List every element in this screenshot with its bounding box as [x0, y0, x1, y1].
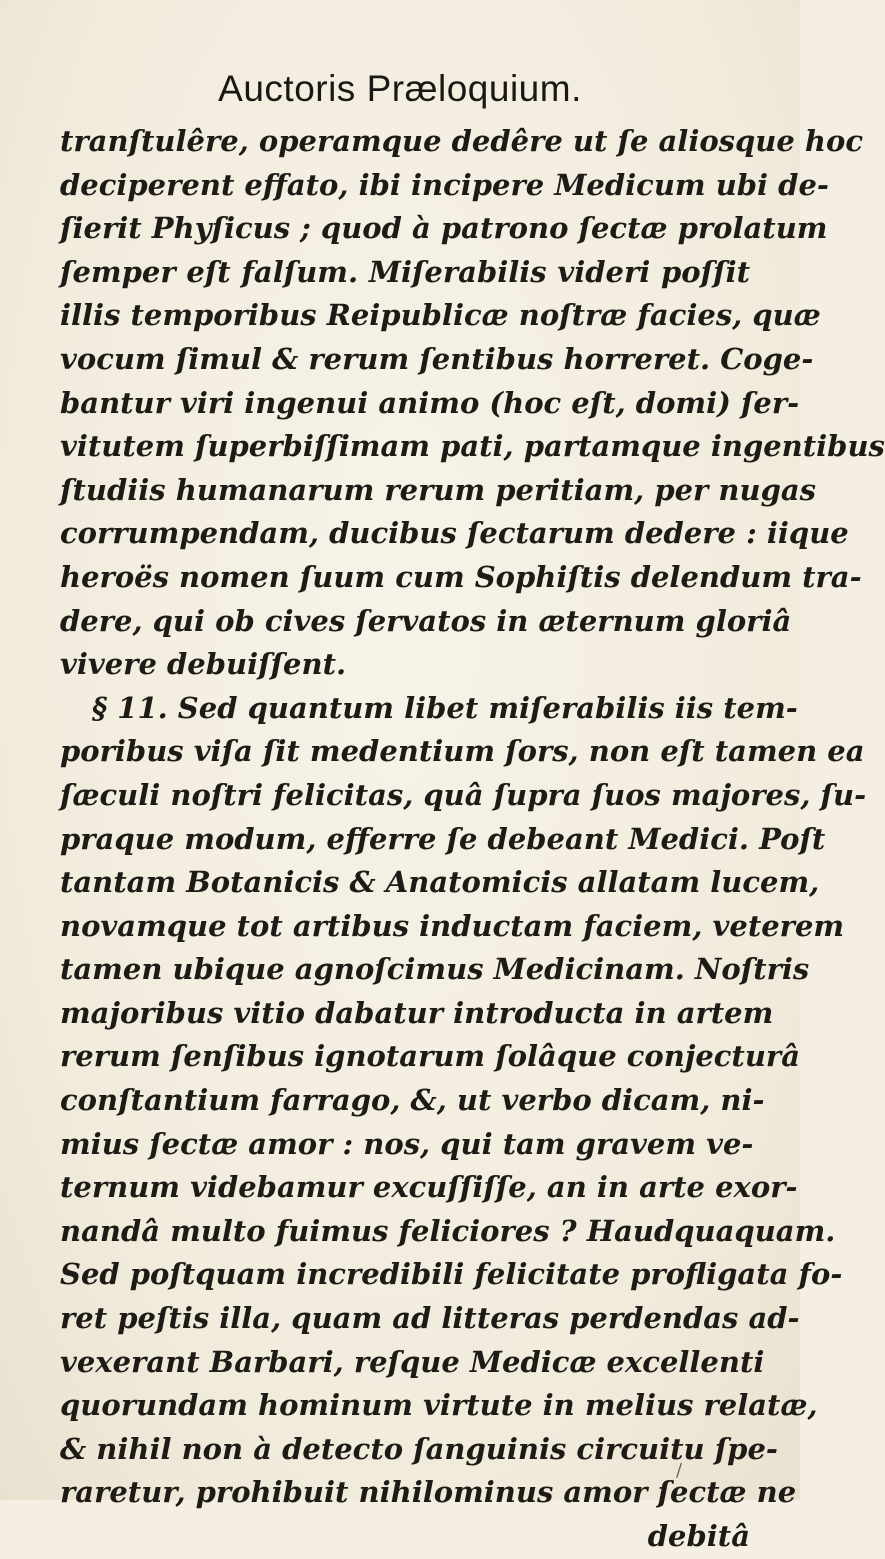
text-line: tantam Botanicis & Anatomicis allatam lucem,: [60, 865, 820, 900]
text-line: ret peſtis illa, quam ad litteras perdendas ad-: [60, 1301, 800, 1336]
text-line: heroës nomen ſuum cum Sophiſtis delendum tra-: [60, 559, 862, 594]
text-line: ternum videbamur excuſſiſſe, an in arte exor-: [60, 1170, 798, 1205]
text-line: tamen ubique agnoſcimus Medicinam. Noſtris: [60, 952, 810, 987]
text-line: poribus viſa ſit medentium ſors, non eſt tamen ea: [60, 734, 865, 769]
text-line: ſierit Phyſicus ; quod à patrono ſectæ prolatum: [60, 211, 828, 246]
text-line: majoribus vitio dabatur introducta in artem: [60, 995, 774, 1030]
section-start-line: § 11. Sed quantum libet miſerabilis iis tem-: [92, 690, 798, 725]
paragraph-end-line: vivere debuiſſent.: [60, 647, 347, 682]
text-line: & nihil non à detecto ſanguinis circuitu ſpe-: [60, 1431, 778, 1466]
text-line: deciperent effato, ibi incipere Medicum ubi de-: [60, 167, 829, 202]
text-line: ſemper eſt falſum. Miſerabilis videri poſſit: [60, 254, 750, 289]
text-line: vitutem ſuperbiſſimam pati, partamque ingentibus: [60, 429, 885, 464]
text-line: dere, qui ob cives ſervatos in æternum gloriâ: [60, 603, 792, 638]
body-text: [60, 120, 885, 1559]
text-line: rerum ſenſibus ignotarum ſolâque conjecturâ: [60, 1039, 800, 1074]
text-line: bantur viri ingenui animo (hoc eſt, domi) ſer-: [60, 385, 800, 420]
text-line: ſæculi noſtri felicitas, quâ ſupra ſuos majores, ſu-: [60, 777, 867, 812]
text-line: quorundam hominum virtute in melius relatæ,: [60, 1388, 818, 1423]
text-line: raretur, prohibuit nihilominus amor ſectæ ne: [60, 1475, 797, 1510]
text-line: vocum ſimul & rerum ſentibus horreret. Coge-: [60, 341, 814, 376]
text-line: conſtantium farrago, &, ut verbo dicam, ni-: [60, 1083, 765, 1118]
text-line: corrumpendam, ducibus ſectarum dedere : iique: [60, 516, 849, 551]
running-head: Auctoris Præloquium.: [218, 68, 582, 109]
text-line: praque modum, efferre ſe debeant Medici. Poſt: [60, 821, 826, 856]
text-line: vexerant Barbari, reſque Medicæ excellenti: [60, 1344, 765, 1379]
text-line: Sed poſtquam incredibili felicitate profligata fo-: [60, 1257, 843, 1292]
text-line: nandâ multo fuimus feliciores ? Haudquaquam.: [60, 1213, 836, 1248]
catchword: debitâ: [647, 1519, 750, 1553]
text-line: mius ſectæ amor : nos, qui tam gravem ve-: [60, 1126, 754, 1161]
text-line: illis temporibus Reipublicæ noſtræ facies, quæ: [60, 298, 821, 333]
text-line: novamque tot artibus inductam faciem, veterem: [60, 908, 845, 943]
text-line: tranſtulêre, operamque dedêre ut ſe aliosque hoc: [60, 124, 863, 158]
text-line: ſtudiis humanarum rerum peritiam, per nugas: [60, 472, 816, 507]
footer-mark: /: [676, 1460, 683, 1481]
